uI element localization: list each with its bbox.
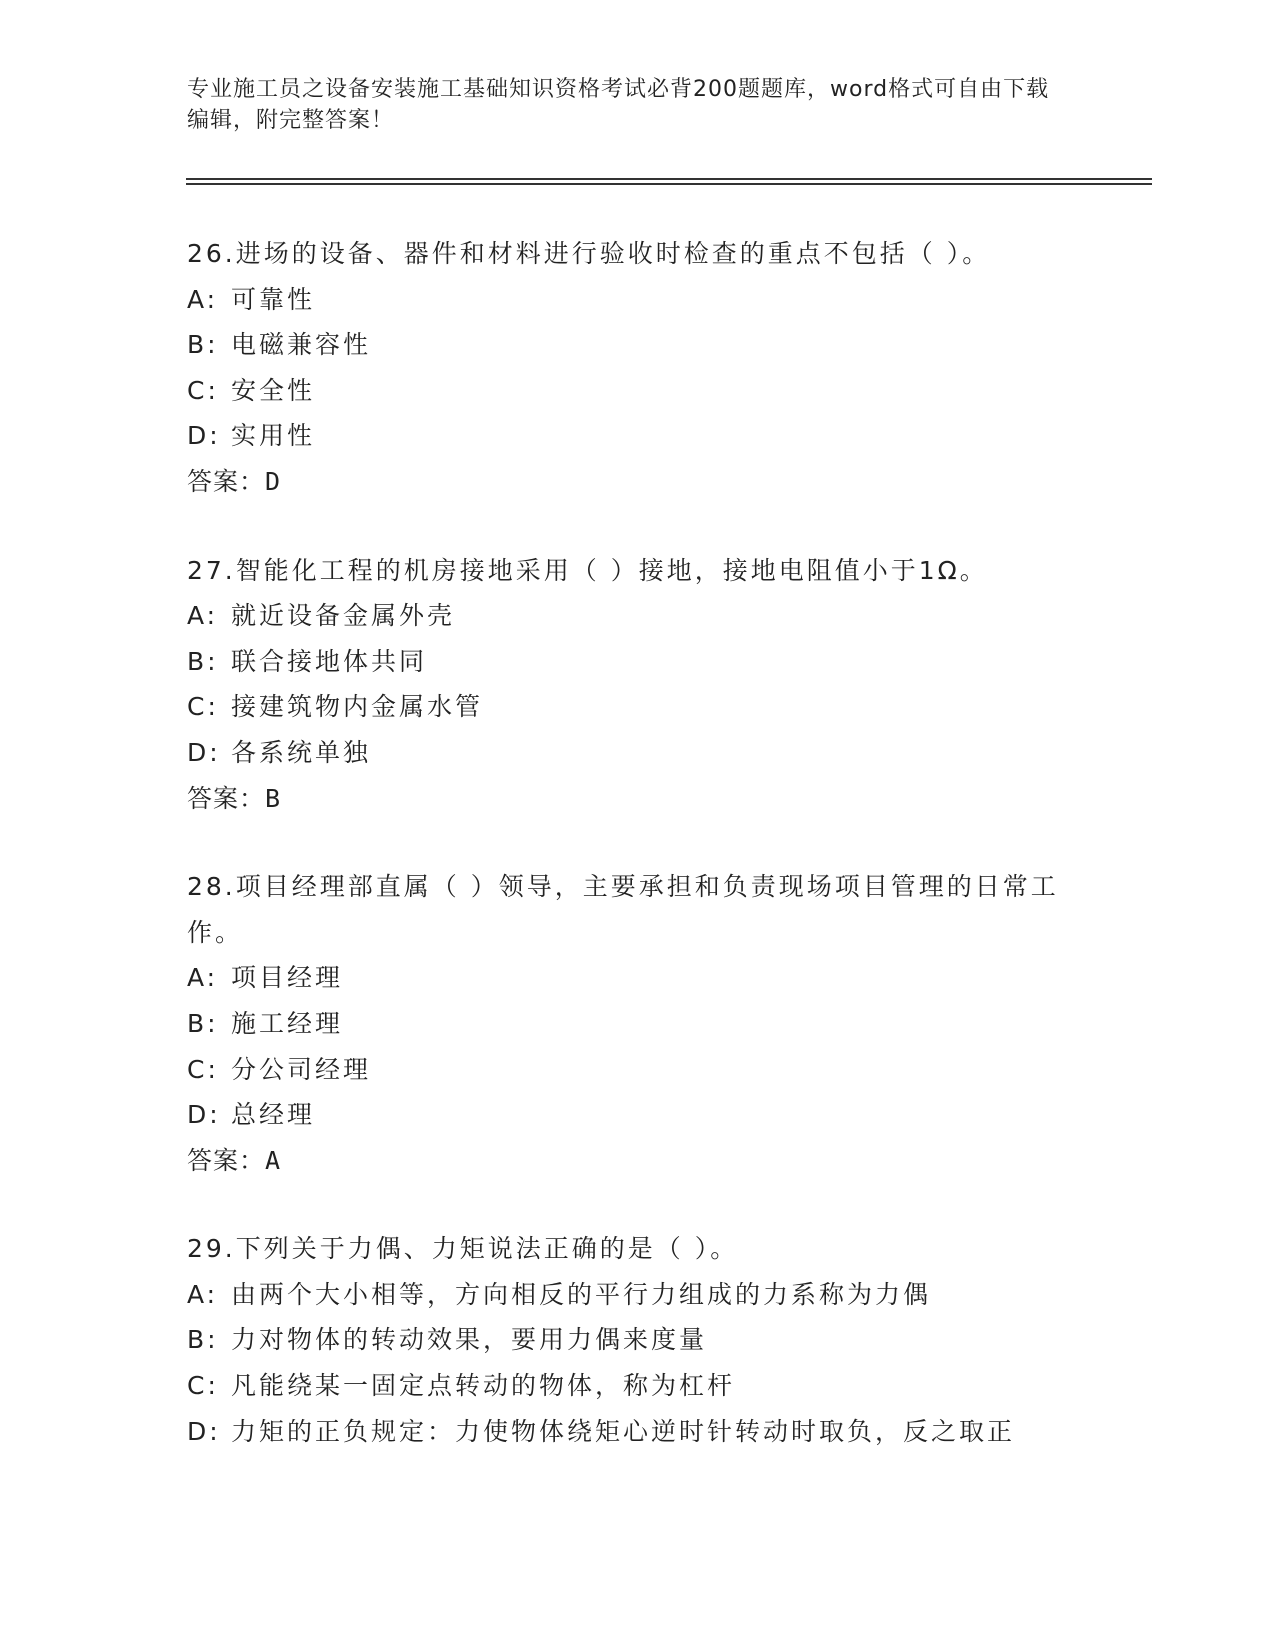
option-letter: B: — [187, 1008, 219, 1038]
option-text: 安全性 — [231, 375, 316, 405]
option-text: 力矩的正负规定：力使物体绕矩心逆时针转动时取负，反之取正 — [231, 1416, 1016, 1446]
option-d — [187, 730, 1087, 776]
option-b — [187, 322, 1087, 368]
option-letter: B: — [187, 1325, 219, 1355]
header-rule-bottom — [186, 183, 1152, 185]
question-list — [187, 231, 1087, 1497]
option-a — [187, 955, 1087, 1001]
answer-line: 答案：A — [187, 1145, 282, 1175]
document-header — [187, 74, 1067, 136]
option-text: 联合接地体共同 — [231, 646, 428, 676]
option-text: 可靠性 — [231, 284, 316, 314]
answer-line: 答案：B — [187, 783, 282, 813]
option-letter: C: — [187, 375, 219, 405]
option-text: 总经理 — [231, 1100, 316, 1130]
option-letter: C: — [187, 1054, 219, 1084]
option-a — [187, 277, 1087, 323]
option-letter: C: — [187, 1371, 219, 1401]
option-d — [187, 1409, 1087, 1455]
option-text: 分公司经理 — [231, 1054, 372, 1084]
option-text: 由两个大小相等，方向相反的平行力组成的力系称为力偶 — [231, 1279, 932, 1309]
option-letter: B: — [187, 330, 219, 360]
option-text: 项目经理 — [231, 963, 344, 993]
option-letter: A: — [187, 601, 219, 631]
option-d — [187, 413, 1087, 459]
option-b — [187, 1001, 1087, 1047]
option-letter: D: — [187, 421, 221, 451]
option-d — [187, 1092, 1087, 1138]
option-c — [187, 368, 1087, 414]
question-stem: 28.项目经理部直属（ ）领导，主要承担和负责现场项目管理的日常工作。 — [187, 872, 1059, 947]
question-stem: 29.下列关于力偶、力矩说法正确的是（ ）。 — [187, 1234, 739, 1264]
question-26 — [187, 231, 1087, 505]
option-a — [187, 1272, 1087, 1318]
option-a — [187, 593, 1087, 639]
option-letter: A: — [187, 1279, 219, 1309]
option-letter: C: — [187, 692, 219, 722]
question-29 — [187, 1226, 1087, 1454]
option-letter: D: — [187, 1100, 221, 1130]
option-text: 就近设备金属外壳 — [231, 601, 456, 631]
option-c — [187, 684, 1087, 730]
option-letter: B: — [187, 646, 219, 676]
option-letter: D: — [187, 737, 221, 767]
answer-line: 答案：D — [187, 466, 282, 496]
option-text: 电磁兼容性 — [231, 330, 372, 360]
option-text: 接建筑物内金属水管 — [231, 692, 484, 722]
option-c — [187, 1363, 1087, 1409]
question-28 — [187, 864, 1087, 1183]
header-text: 专业施工员之设备安装施工基础知识资格考试必背200题题库，word格式可自由下载编辑，附完整答案！ — [187, 77, 1050, 133]
question-27 — [187, 548, 1087, 822]
option-text: 力对物体的转动效果，要用力偶来度量 — [231, 1325, 708, 1355]
option-text: 施工经理 — [231, 1008, 344, 1038]
question-stem: 27.智能化工程的机房接地采用（ ）接地，接地电阻值小于1Ω。 — [187, 555, 988, 585]
option-letter: D: — [187, 1416, 221, 1446]
question-stem: 26.进场的设备、器件和材料进行验收时检查的重点不包括（ ）。 — [187, 239, 991, 268]
option-c — [187, 1047, 1087, 1093]
option-letter: A: — [187, 284, 219, 314]
header-rule-top — [186, 178, 1152, 180]
option-text: 凡能绕某一固定点转动的物体，称为杠杆 — [231, 1371, 736, 1401]
option-text: 实用性 — [231, 421, 316, 451]
option-b — [187, 639, 1087, 685]
option-text: 各系统单独 — [231, 737, 372, 767]
option-b — [187, 1317, 1087, 1363]
option-letter: A: — [187, 963, 219, 993]
